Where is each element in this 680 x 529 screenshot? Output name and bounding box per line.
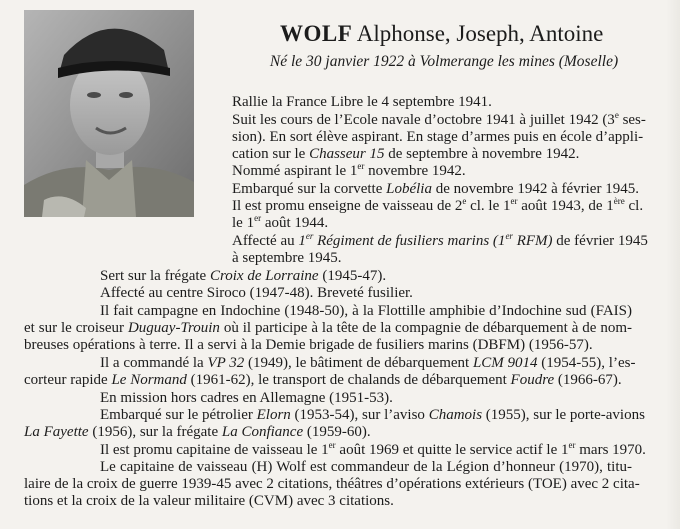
paragraph-commandement-line-1: Il a commandé la VP 32 (1949), le bâtiment de débarquement LCM 9014 (1954-55), l’es-: [100, 355, 636, 371]
paragraph-decorations-line-2: laire de la croix de guerre 1939-45 avec 2 citations, théâtres d’opérations extérieurs (TOE) avec 2 cita-: [24, 476, 640, 492]
birth-line: Né le 30 janvier 1922 à Volmerange les mines (Moselle): [269, 53, 619, 70]
paragraph-ecole-line-2: sion). En sort élève aspirant. En stage d’armes puis en école d’appli-: [232, 129, 644, 145]
paragraph-rfm-line-2: à septembre 1945.: [232, 250, 342, 266]
paragraph-croix-de-lorraine: Sert sur la frégate Croix de Lorraine (1945-47).: [100, 268, 387, 284]
paragraph-commandement-line-2: corteur rapide Le Normand (1961-62), le transport de chalands de débarquement Foudre (1966-67).: [24, 372, 622, 388]
paragraph-decorations-line-3: tions et la croix de la valeur militaire (CVM) avec 3 citations.: [24, 493, 394, 509]
surname: WOLF: [280, 21, 353, 46]
paragraph-rallie: Rallie la France Libre le 4 septembre 1941.: [232, 94, 492, 110]
paragraph-indochine-line-2: et sur le croiseur Duguay-Trouin où il participe à la tête de la compagnie de débarquement à de nom-: [24, 320, 633, 336]
paragraph-allemagne: En mission hors cadres en Allemagne (1951-53).: [100, 390, 393, 406]
given-names: Alphonse, Joseph, Antoine: [352, 21, 604, 46]
paragraph-rfm-line-1: Affecté au 1er Régiment de fusiliers marins (1er RFM) de février 1945: [232, 231, 648, 249]
paragraph-lobelia-line-2: Il est promu enseigne de vaisseau de 2e cl. le 1er août 1943, de 1ère cl.: [232, 196, 644, 214]
paragraph-indochine-line-1: Il fait campagne en Indochine (1948-50), à la Flottille amphibie d’Indochine sud (FAIS): [100, 303, 632, 319]
paragraph-aspirant: Nommé aspirant le 1er novembre 1942.: [232, 161, 466, 179]
paragraph-embarque-line-1: Embarqué sur le pétrolier Elorn (1953-54), sur l’aviso Chamois (1955), sur le porte-avions: [100, 407, 645, 423]
paragraph-ecole-line-1: Suit les cours de l’Ecole navale d’octobre 1941 à juillet 1942 (3e ses-: [232, 110, 646, 128]
paragraph-indochine-line-3: breuses opérations à terre. Il a servi à la Demie brigade de fusiliers marins (DBFM) (1956-57).: [24, 337, 593, 353]
paragraph-siroco: Affecté au centre Siroco (1947-48). Breveté fusilier.: [100, 285, 413, 301]
paragraph-capitaine-promotion: Il est promu capitaine de vaisseau le 1er août 1969 et quitte le service actif le 1er mars 1970.: [100, 440, 646, 458]
paragraph-lobelia-line-3: le 1er août 1944.: [232, 213, 329, 231]
paragraph-lobelia-line-1: Embarqué sur la corvette Lobélia de novembre 1942 à février 1945.: [232, 181, 639, 197]
paragraph-ecole-line-3: cation sur le Chasseur 15 de septembre à novembre 1942.: [232, 146, 580, 162]
paragraph-decorations-line-1: Le capitaine de vaisseau (H) Wolf est commandeur de la Légion d’honneur (1970), titu-: [100, 459, 632, 475]
paragraph-embarque-line-2: La Fayette (1956), sur la frégate La Confiance (1959-60).: [24, 424, 371, 440]
